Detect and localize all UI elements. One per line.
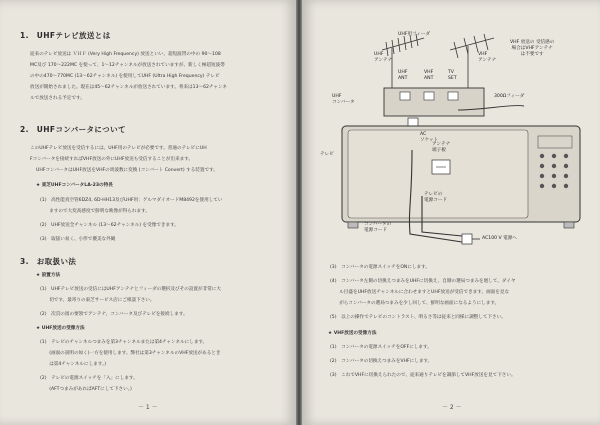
section-1-line: ルで放送される予定です。: [30, 96, 85, 101]
section-2-line: このUHFテレビ放送を受信するには、UHF用のテレビが必要です。普通のテレビにUH: [30, 146, 207, 151]
label-uhf-feeder: UHF用フィーダ: [398, 32, 431, 37]
uhf-recv-line: (2) テレビの電源スイッチを「入」にします。: [40, 376, 138, 381]
section-3-title: 3. お取扱い法: [20, 257, 77, 266]
label-uhf-ant: UHF ANT: [398, 70, 408, 81]
vhf-recv-line: (3) これでVHFに切換えられたので、従来通りテレビを調節してVHF放送を見て下さい。: [330, 373, 516, 378]
install-title: ★ 設置方法: [36, 273, 61, 278]
step-line: がらコンバータの選局つまみを少し回して、鮮明な画面になるようにします。: [330, 301, 500, 306]
power-plug-icon: [462, 234, 472, 244]
label-converter-power-cord: コンバータの 電源コード: [364, 222, 392, 233]
feature-line: (2) UHF放送全チャンネル (13～62チャンネル) を受像できます。: [40, 223, 179, 228]
install-line: (1) UHFテレビ放送の受信にはUHFアンテナとフィーダの選択及びその設置が非常に大: [40, 287, 221, 292]
label-tv-power-cord: テレビの 電源コード: [424, 192, 447, 203]
label-tv: テレビ: [320, 152, 334, 157]
feature-line: (3) 取扱い易く、小形で優美な外観: [40, 237, 116, 242]
label-ac100v: AC100 V 電源へ: [482, 236, 517, 241]
label-antenna-terminal: アンテナ 端子板: [432, 142, 451, 153]
step-line: ル目盛をUHF放送チャンネルに合わせますとUHF放送が受信できます。画面を見な: [330, 290, 510, 295]
uhf-recv-line: は第4チャンネルにします。): [40, 362, 107, 367]
uhf-recv-line: (画面の説明の如く)一方を使用します。弊社は第3チャンネルのVHF放送があるとき: [40, 351, 221, 356]
install-line: (2) 次頁の図の要領でアンテナ、コンバータ及びテレビを接続します。: [40, 312, 188, 317]
vhf-recv-line: (1) コンバータの電源スイッチをOFFにします。: [330, 345, 432, 350]
step-line: (4) コンバータ左側の切換えつまみをUHFに切換え、自側の選局つまみを廻して、ダイヤ: [330, 279, 516, 284]
label-vhf-ant: VHF ANT: [424, 70, 434, 81]
connection-diagram: [312, 10, 592, 260]
section-1-line: 放送が開始されました。現在は45～62チャンネルが放送されています。将来は13～62チャンネ: [30, 85, 228, 90]
page-number: － 1 －: [138, 404, 158, 411]
label-tv-set: TV SET: [448, 70, 457, 81]
features-title: ★ 東芝UHFコンバータLA-23の特長: [36, 183, 113, 188]
label-ac-socket: AC ソケット: [420, 132, 439, 143]
install-line: 切です。最寄りの東芝サービス店にご相談下さい。: [40, 298, 155, 303]
section-2-line: UHFコンバータはUHF放送をVHFの周波数に変換 (コンバート Convert) する装置です。: [36, 168, 218, 173]
label-300-ohm-feeder: 300Ωフィーダ: [494, 94, 525, 99]
step-line: (5) 以上の操作でテレビのコントラスト、明るさ等は従来と同様に調整して下さい。: [330, 315, 506, 320]
label-converter: UHF コンバータ: [332, 94, 355, 105]
page-right: [302, 0, 600, 425]
page-number: － 2 －: [442, 404, 462, 411]
step-line: (3) コンバータの電源スイッチをONにします。: [330, 265, 430, 270]
section-2-line: Fコンバータを接続すればVHF放送の外にUHF放送も受信することが出来ます。: [30, 157, 194, 162]
uhf-recv-line: (AFTつまみがあればAFTにして下さい。): [40, 387, 132, 392]
uhf-recv-title: ★ UHF放送の受像方法: [36, 326, 85, 331]
label-note: VHF 放送の 受信感の 場合はVHFアンテナ は不要です: [510, 40, 555, 57]
section-1-title: 1. UHFテレビ放送とは: [20, 31, 111, 40]
section-1-line: の中の470～770MC (13～62チャンネル) を使用してUHF (Ultra High Frequency) テレビ: [30, 74, 220, 79]
label-uhf-antenna: UHF アンテナ: [374, 52, 393, 63]
feature-line: (1) 高性能真空管6DZ4, 6D-HH13及びUHF用：ゲルマダイオードM8492を使用してい: [40, 198, 223, 203]
feature-line: ますので大変高感度で鮮明な映像が得られます。: [40, 209, 150, 214]
label-vhf-antenna: VHF アンテナ: [478, 52, 497, 63]
vhf-recv-line: (2) コンバータの切換えつまみをVHFにします。: [330, 359, 433, 364]
page-left: [0, 0, 296, 425]
section-2-title: 2. UHFコンバータについて: [20, 125, 126, 134]
vhf-recv-title: ★ VHF放送の受像方法: [328, 331, 377, 336]
section-1-line: MC及び 170～222MC を使って、1～12チャンネルが放送されていますが、新しく極超短波帯: [30, 63, 225, 68]
uhf-recv-line: (1) テレビのチャンネルつまみを第3チャンネルまたは第4チャンネルにします。: [40, 340, 208, 345]
section-1-line: 従来のテレビ放送は ＶＨＦ (Very High Frequency) 放送といい、超短波帯の中の 90～108: [30, 52, 221, 57]
